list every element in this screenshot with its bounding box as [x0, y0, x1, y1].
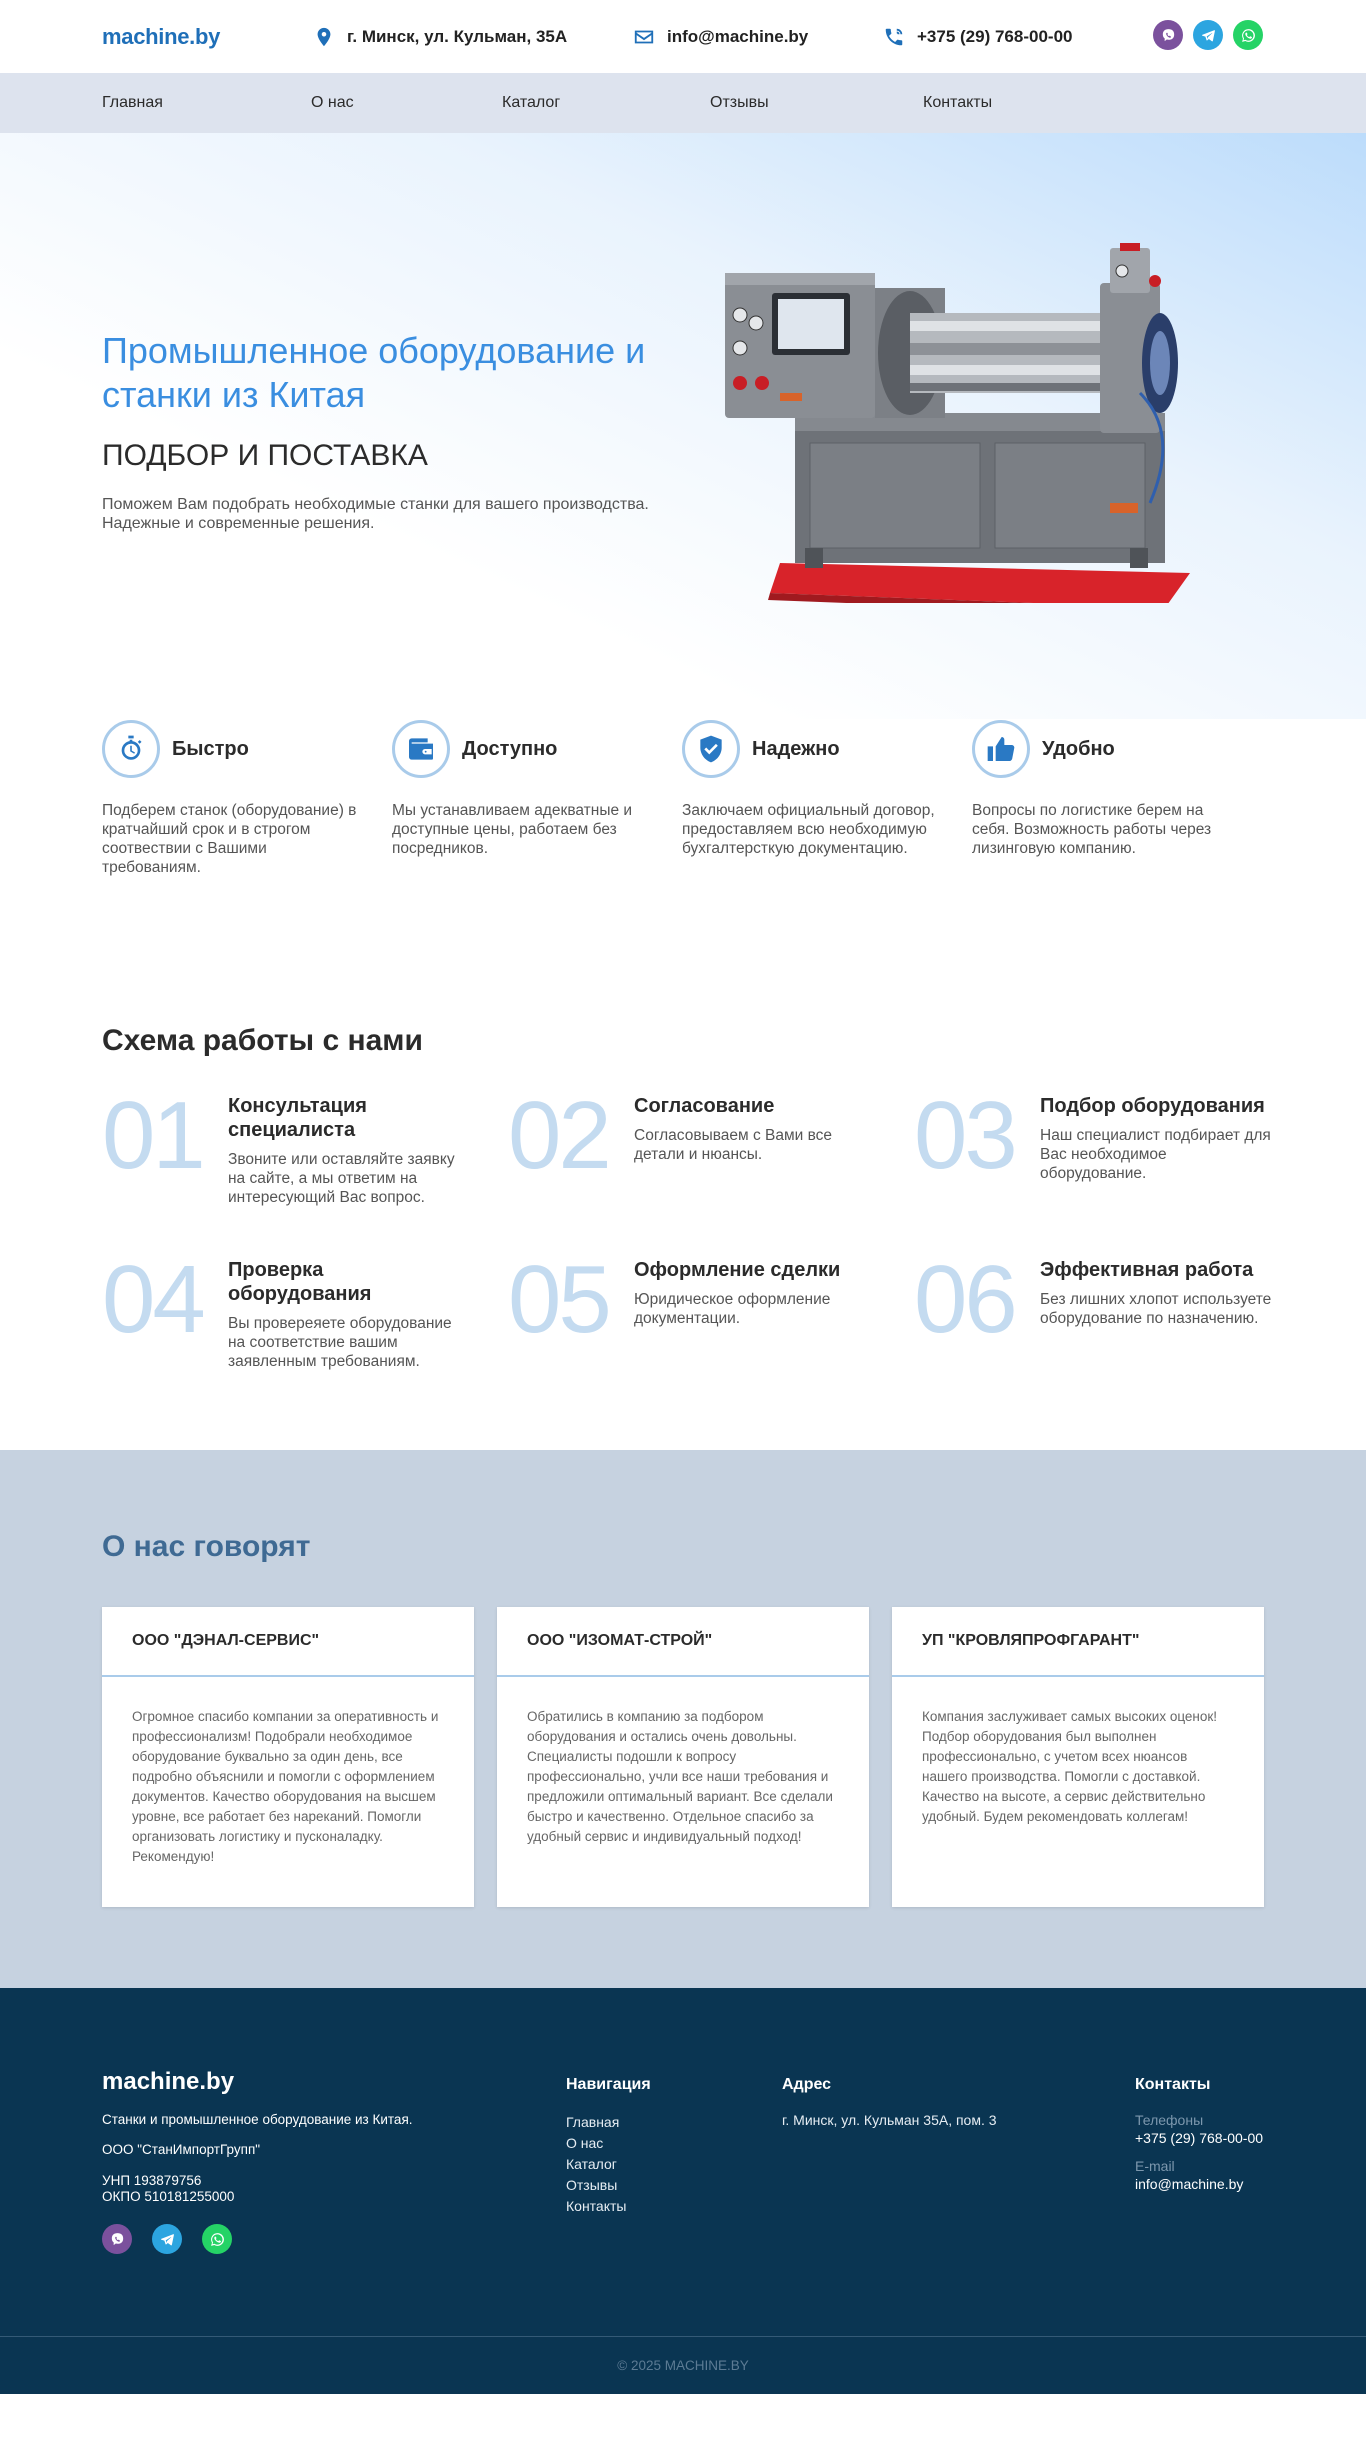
- machine-image: [710, 243, 1250, 603]
- step-title: Оформление сделки: [634, 1259, 841, 1281]
- feature-fast-title: Быстро: [172, 737, 249, 760]
- hero-subtitle: ПОДБОР И ПОСТАВКА: [102, 439, 428, 472]
- footer-okpo: ОКПО 510181255000: [102, 2189, 235, 2204]
- envelope-icon: [633, 26, 655, 48]
- review-card: [102, 1607, 474, 1907]
- step-text: Наш специалист подбирает для Вас необходимое оборудование.: [1040, 1127, 1271, 1182]
- nav-item-contacts[interactable]: Контакты: [923, 94, 993, 111]
- feature-fast: [102, 719, 367, 877]
- reviews-section: [0, 1450, 1366, 1988]
- step-title: Консультация специалиста: [228, 1095, 367, 1141]
- nav-item-reviews[interactable]: Отзывы: [710, 94, 769, 111]
- review-text: Компания заслуживает самых высоких оценок! Подбор оборудования был выполнен профессионально, с учетом всех нюансов нашего производства. Помогли с доставкой. Качество на высоте, а сервис действительно удобный. Будем рекомендовать коллегам!: [922, 1709, 1218, 1824]
- review-text: Обратились в компанию за подбором оборудования и остались очень довольны. Специалисты подошли к вопросу профессионально, учли все наши требования и предложили оптимальный вариант. Все сделали быстро и качественно. Отдельное спасибо за удобный сервис и индивидуальный подход!: [527, 1709, 833, 1844]
- header-messengers: [1153, 20, 1263, 50]
- review-card: [892, 1607, 1264, 1907]
- thumbs-up-icon: [972, 720, 1030, 778]
- step-text: Согласовываем с Вами все детали и нюансы.: [634, 1127, 833, 1163]
- footer-phones-label: Телефоны: [1135, 2112, 1204, 2128]
- viber-icon[interactable]: [1153, 20, 1183, 50]
- step-text: Без лишних хлопот используете оборудование по назначению.: [1040, 1291, 1272, 1327]
- feature-affordable-text: Мы устанавливаем адекватные и доступные цены, работаем без посредников.: [392, 802, 633, 857]
- main-nav: [0, 73, 1366, 133]
- step-number: 02: [508, 1082, 609, 1189]
- nav-item-about[interactable]: О нас: [311, 94, 354, 111]
- hero-title: Промышленное оборудование и станки из Китая: [102, 330, 646, 415]
- telegram-icon[interactable]: [1193, 20, 1223, 50]
- step-number: 03: [914, 1082, 1015, 1189]
- nav-item-catalog[interactable]: Каталог: [502, 94, 561, 111]
- feature-fast-text: Подберем станок (оборудование) в кратчайший срок и в строгом соотвествии с Вашими требованиям.: [102, 802, 357, 876]
- feature-affordable-title: Доступно: [462, 737, 558, 760]
- footer-email-label: E-mail: [1135, 2158, 1175, 2174]
- review-company: ООО "ИЗОМАТ-СТРОЙ": [497, 1607, 869, 1677]
- footer-phone[interactable]: +375 (29) 768-00-00: [1135, 2130, 1264, 2146]
- review-company: УП "КРОВЛЯПРОФГАРАНТ": [892, 1607, 1264, 1677]
- features-section: [0, 719, 1366, 984]
- feature-reliable: [682, 719, 947, 858]
- scheme-section: [0, 984, 1366, 1450]
- footer-nav-reviews[interactable]: Отзывы: [566, 2177, 618, 2193]
- footer-nav-about[interactable]: О нас: [566, 2135, 604, 2151]
- header-address-text: г. Минск, ул. Кульман, 35А: [347, 26, 568, 46]
- feature-convenient-text: Вопросы по логистике берем на себя. Возможность работы через лизинговую компанию.: [972, 802, 1212, 857]
- step-text: Вы провереяете оборудование на соответствие вашим заявленным требованиям.: [228, 1315, 452, 1370]
- header-phone-text: +375 (29) 768-00-00: [917, 26, 1073, 46]
- header-email[interactable]: [633, 0, 808, 73]
- hero-text: Поможем Вам подобрать необходимые станки для вашего производства. Надежные и современные решения.: [102, 496, 649, 532]
- feature-reliable-title: Надежно: [752, 737, 840, 760]
- feature-affordable: [392, 719, 657, 858]
- header-email-text: info@machine.by: [667, 26, 809, 46]
- footer: [0, 1988, 1366, 2336]
- feature-convenient-title: Удобно: [1042, 737, 1115, 760]
- feature-convenient: [972, 719, 1237, 858]
- review-text: Огромное спасибо компании за оперативность и профессионализм! Подобрали необходимое оборудование буквально за один день, все подробно объяснили и помогли с оформлением документов. Качество оборудования на высшем уровне, все работает без нареканий. Помогли организовать логистику и пусконаладку. Рекомендую!: [132, 1709, 439, 1864]
- footer-nav-home[interactable]: Главная: [566, 2114, 620, 2130]
- shield-check-icon: [682, 720, 740, 778]
- site-logo[interactable]: machine.by: [102, 23, 221, 49]
- nav-item-home[interactable]: Главная: [102, 94, 163, 111]
- step-title: Согласование: [634, 1095, 775, 1117]
- review-company: ООО "ДЭНАЛ-СЕРВИС": [102, 1607, 474, 1677]
- footer-email[interactable]: info@machine.by: [1135, 2176, 1244, 2192]
- viber-icon[interactable]: [102, 2224, 132, 2254]
- footer-messengers: [102, 2224, 232, 2254]
- location-pin-icon: [313, 26, 335, 48]
- telegram-icon[interactable]: [152, 2224, 182, 2254]
- phone-icon: [883, 26, 905, 48]
- step-title: Проверка оборудования: [228, 1259, 372, 1305]
- step-number: 04: [102, 1246, 203, 1353]
- footer-unp: УНП 193879756: [102, 2173, 202, 2188]
- footer-address: г. Минск, ул. Кульман 35А, пом. 3: [782, 2112, 997, 2128]
- wallet-icon: [392, 720, 450, 778]
- footer-tagline: Станки и промышленное оборудование из Китая.: [102, 2112, 413, 2127]
- footer-logo[interactable]: machine.by: [102, 2068, 235, 2095]
- header-phone[interactable]: [883, 0, 1072, 73]
- step-text: Юридическое оформление документации.: [634, 1291, 831, 1327]
- footer-nav-catalog[interactable]: Каталог: [566, 2156, 617, 2172]
- step-number: 05: [508, 1246, 609, 1353]
- footer-nav-title: Навигация: [566, 2076, 651, 2093]
- footer-nav-contacts[interactable]: Контакты: [566, 2198, 627, 2214]
- whatsapp-icon[interactable]: [1233, 20, 1263, 50]
- scheme-title: Схема работы с нами: [102, 1024, 423, 1057]
- hero-section: [0, 133, 1366, 719]
- step-title: Эффективная работа: [1040, 1259, 1254, 1281]
- top-bar: [0, 0, 1366, 73]
- feature-reliable-text: Заключаем официальный договор, предоставляем всю необходимую бухгалтерсткую документацию.: [682, 802, 935, 857]
- copyright: © 2025 MACHINE.BY: [0, 2336, 1366, 2394]
- reviews-title: О нас говорят: [102, 1530, 311, 1563]
- whatsapp-icon[interactable]: [202, 2224, 232, 2254]
- step-number: 06: [914, 1246, 1015, 1353]
- step-number: 01: [102, 1082, 203, 1189]
- footer-company: ООО "СтанИмпортГрупп": [102, 2142, 261, 2157]
- step-text: Звоните или оставляйте заявку на сайте, а мы ответим на интересующий Вас вопрос.: [228, 1151, 455, 1206]
- footer-address-title: Адрес: [782, 2076, 832, 2093]
- header-address: [313, 0, 567, 73]
- step-title: Подбор оборудования: [1040, 1095, 1265, 1117]
- footer-contacts-title: Контакты: [1135, 2076, 1211, 2093]
- review-card: [497, 1607, 869, 1907]
- stopwatch-icon: [102, 720, 160, 778]
- footer-nav: [566, 2112, 626, 2217]
